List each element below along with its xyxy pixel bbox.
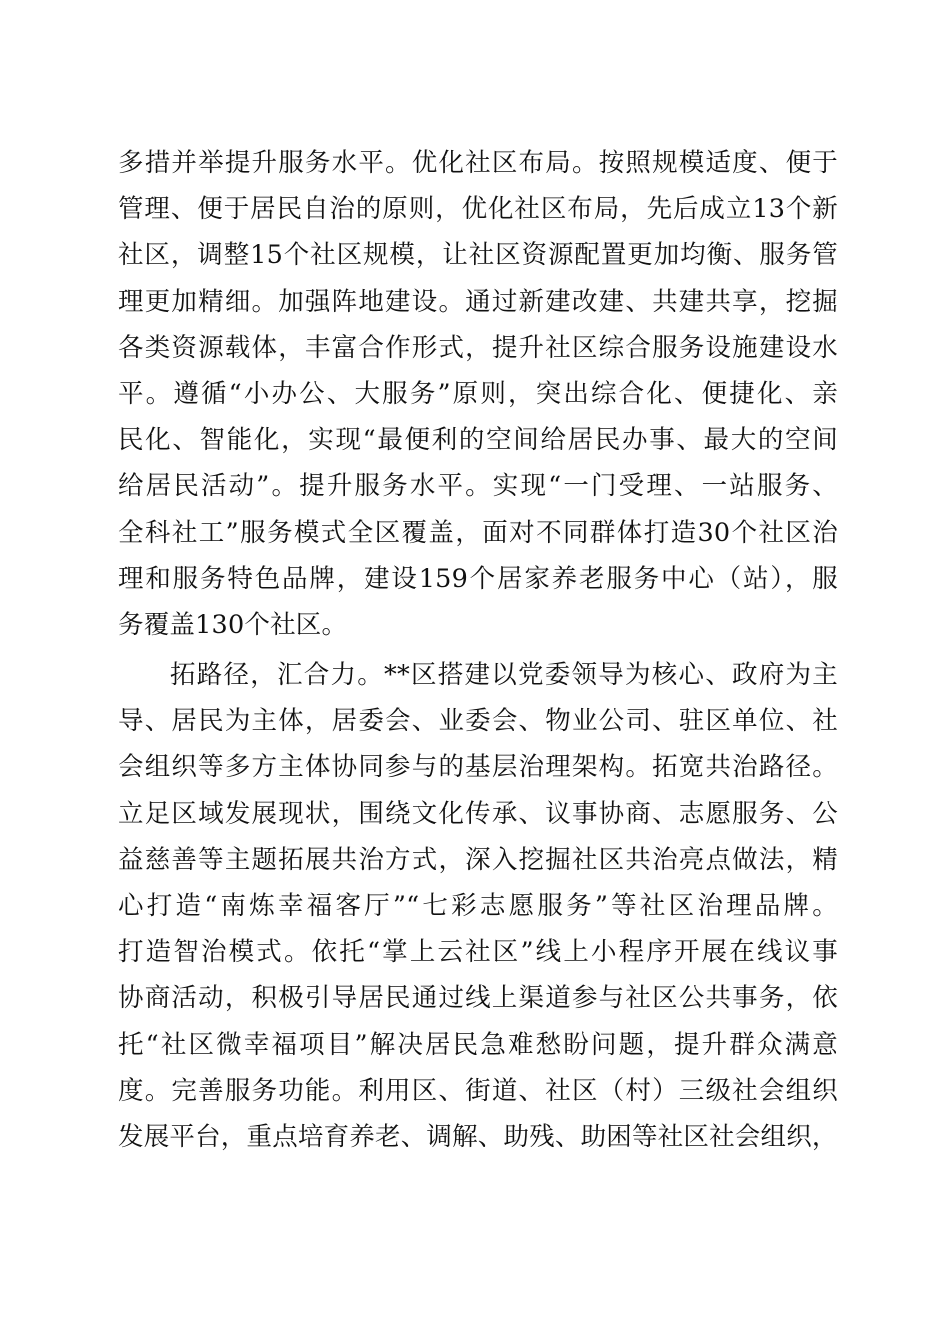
text-line: 管理、便于居民自治的原则，优化社区布局，先后成立13个新 bbox=[118, 194, 838, 225]
text-line: 导、居民为主体，居委会、业委会、物业公司、驻区单位、社 bbox=[118, 706, 838, 737]
text-line: 托“社区微幸福项目”解决居民急难愁盼问题，提升群众满意 bbox=[118, 1029, 838, 1060]
text-line: 益慈善等主题拓展共治方式，深入挖掘社区共治亮点做法，精 bbox=[118, 844, 838, 875]
text-line: 多措并举提升服务水平。优化社区布局。按照规模适度、便于 bbox=[118, 148, 838, 178]
text-line: 务覆盖130个社区。 bbox=[118, 609, 348, 640]
paragraph bbox=[118, 140, 838, 648]
text-line: 各类资源载体，丰富合作形式，提升社区综合服务设施建设水 bbox=[118, 332, 838, 363]
paragraph bbox=[118, 652, 838, 1160]
text-line: 理和服务特色品牌，建设159个居家养老服务中心（站），服 bbox=[118, 563, 838, 594]
text-line: 理更加精细。加强阵地建设。通过新建改建、共建共享，挖掘 bbox=[118, 286, 838, 317]
text-line: 度。完善服务功能。利用区、街道、社区（村）三级社会组织 bbox=[118, 1075, 838, 1106]
text-line: 发展平台，重点培育养老、调解、助残、助困等社区社会组织， bbox=[118, 1121, 838, 1152]
text-line: 社区，调整15个社区规模，让社区资源配置更加均衡、服务管 bbox=[118, 240, 838, 271]
text-line: 民化、智能化，实现“最便利的空间给居民办事、最大的空间 bbox=[118, 425, 838, 456]
text-line: 会组织等多方主体协同参与的基层治理架构。拓宽共治路径。 bbox=[118, 752, 838, 783]
text-line: 给居民活动”。提升服务水平。实现“一门受理、一站服务、 bbox=[118, 471, 838, 502]
text-line: 心打造“南炼幸福客厅”“七彩志愿服务”等社区治理品牌。 bbox=[118, 891, 838, 921]
text-line: 拓路径，汇合力。**区搭建以党委领导为核心、政府为主 bbox=[170, 660, 838, 691]
text-line: 全科社工”服务模式全区覆盖，面对不同群体打造30个社区治 bbox=[118, 517, 838, 548]
document-body bbox=[118, 140, 838, 1160]
text-line: 打造智治模式。依托“掌上云社区”线上小程序开展在线议事 bbox=[118, 937, 838, 968]
text-line: 立足区域发展现状，围绕文化传承、议事协商、志愿服务、公 bbox=[118, 798, 838, 829]
text-line: 平。遵循“小办公、大服务”原则，突出综合化、便捷化、亲 bbox=[118, 378, 838, 409]
text-line: 协商活动，积极引导居民通过线上渠道参与社区公共事务，依 bbox=[118, 983, 838, 1014]
